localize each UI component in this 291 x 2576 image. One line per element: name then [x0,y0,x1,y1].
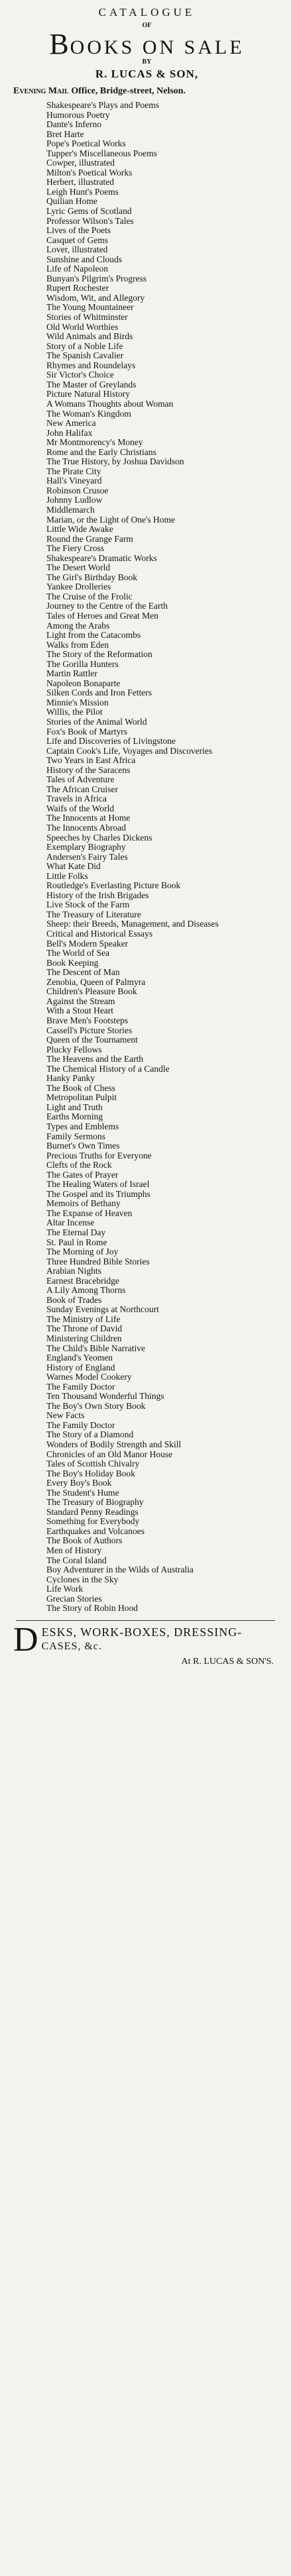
book-title-item: Earthquakes and Volcanoes [46,1525,145,1536]
book-title-item: Lives of the Poets [46,225,111,236]
book-title-item: Herbert, illustrated [46,177,114,187]
book-title-item: Ten Thousand Wonderful Things [46,1391,164,1402]
desks-line-1: ESKS, WORK-BOXES, DRESSING- [41,1625,243,1639]
book-title-item: Precious Truths for Everyone [46,1150,152,1160]
address-rest: Office, Bridge-street, Nelson. [68,86,186,96]
book-title-item: The Student's Hume [46,1487,119,1498]
book-title-item: The Innocents at Home [46,813,131,823]
book-title-item: History of the Saracens [46,764,131,775]
book-title-item: Journey to the Centre of the Earth [46,601,168,611]
book-title-item: Life of Napoleon [46,264,108,274]
book-title-item: The Book of Chess [46,1082,115,1093]
of-label: OF [142,22,152,29]
book-title-item: Martin Rattler [46,668,97,679]
book-title-item: New Facts [46,1410,85,1421]
book-title-item: The Child's Bible Narrative [46,1343,146,1353]
book-title-item: Rhymes and Roundelays [46,360,136,370]
book-title-item: Life Work [46,1584,84,1594]
book-title-item: Sunday Evenings at Northcourt [46,1304,159,1315]
book-title-item: Something for Everybody [46,1516,140,1527]
book-title-item: Arabian Nights [46,1266,101,1276]
book-title-item: Exemplary Biography [46,842,126,852]
book-title-item: A Lily Among Thorns [46,1285,126,1296]
book-title-item: Shakespeare's Dramatic Works [46,552,157,563]
book-title-item: Queen of the Tournament [46,1035,138,1045]
book-title-item: Wisdom, Wit, and Allegory [46,292,145,303]
book-title-item: Robinson Crusoe [46,485,109,495]
book-title-item: England's Yeomen [46,1353,113,1363]
book-title-item: Bret Harte [46,129,84,139]
book-title-item: The Family Doctor [46,1381,115,1392]
book-title-item: Stories of the Animal World [46,717,147,727]
book-title-item: Fox's Book of Martyrs [46,726,128,737]
book-title-item: The World of Sea [46,948,110,958]
book-title-item: The Throne of David [46,1323,123,1334]
book-title-item: Sunshine and Clouds [46,254,123,264]
book-title-item: Family Sermons [46,1131,105,1141]
book-title-item: Children's Pleasure Book [46,986,137,997]
book-title-item: Plucky Fellows [46,1044,102,1055]
book-title-item: Bunyan's Pilgrim's Progress [46,273,147,283]
book-title-item: The Story of the Reformation [46,649,152,660]
book-title-item: A Womans Thoughts about Woman [46,398,174,409]
book-title-item: Live Stock of the Farm [46,900,130,910]
book-title-item: Leigh Hunt's Poems [46,186,119,197]
book-title-item: The Book of Authors [46,1535,123,1546]
book-title-item: The Master of Greylands [46,379,137,389]
book-title-item: Sir Victor's Choice [46,370,114,380]
book-title-item: The Family Doctor [46,1419,115,1430]
book-title-item: Milton's Poetical Works [46,167,133,178]
book-title-item: Quilian Home [46,196,97,207]
book-title-item: Speeches by Charles Dickens [46,832,152,843]
book-title-item: Brave Men's Footsteps [46,1015,129,1025]
book-title-item: The Pirate City [46,466,101,476]
book-title-item: Mr Montmorency's Money [46,437,143,448]
books-on-sale-title [12,30,282,58]
title-initial: B [49,28,70,60]
book-title-item: St. Paul in Rome [46,1237,107,1247]
book-title-item: Lover, illustrated [46,244,108,255]
book-title-item: Routledge's Everlasting Picture Book [46,880,181,891]
title-rest: OOKS ON SALE [70,36,245,58]
book-title-item: The Ministry of Life [46,1314,121,1324]
book-title-item: Story of a Noble Life [46,340,123,351]
book-title-item: The Innocents Abroad [46,823,126,833]
book-title-item: Professor Wilson's Tales [46,215,134,226]
book-title-item: The Boy's Holiday Book [46,1468,136,1478]
book-title-item: The Eternal Day [46,1227,106,1237]
book-title-item: Cowper, illustrated [46,158,115,168]
book-title-item: Wonders of Bodily Strength and Skill [46,1439,182,1450]
book-title-item: Marian, or the Light of One's Home [46,514,176,525]
book-title-item: Burnet's Own Times [46,1141,120,1151]
book-title-item: The Story of Robin Hood [46,1603,138,1614]
book-title-item: Every Boy's Book [46,1478,112,1488]
book-title-item: Men of History [46,1545,102,1556]
book-title-item: The Treasury of Literature [46,909,141,919]
book-title-item: Cassell's Picture Stories [46,1025,133,1035]
book-title-item: Standard Penny Readings [46,1506,139,1517]
book-title-item: Johnny Ludlow [46,495,103,505]
book-title-item: Two Years in East Africa [46,755,136,766]
desks-notice [12,1620,282,1659]
book-title-item: Three Hundred Bible Stories [46,1256,150,1266]
book-title-item: The Gospel and its Triumphs [46,1188,150,1199]
book-title-item: Zenobia, Queen of Palmyra [46,976,146,987]
book-title-item: Hall's Vineyard [46,476,102,486]
book-title-item: The Gorilla Hunters [46,658,119,669]
book-title-item: Earnest Bracebridge [46,1275,119,1286]
book-title-item: Sheep: their Breeds, Management, and Diseases [46,919,219,929]
book-title-item: Grecian Stories [46,1593,102,1604]
book-title-item: Cyclones in the Sky [46,1574,119,1584]
book-title-item: Chronicles of an Old Manor House [46,1449,173,1459]
book-title-item: Warnes Model Cookery [46,1372,132,1382]
book-title-item: Dante's Inferno [46,119,102,130]
book-title-item: The Treasury of Biography [46,1497,144,1508]
book-title-item: Andersen's Fairy Tales [46,851,128,862]
book-title-item: Little Folks [46,870,88,881]
book-title-item: Lyric Gems of Scotland [46,206,132,217]
book-title-item: The Healing Waters of Israel [46,1179,150,1190]
book-title-item: The Fiery Cross [46,543,104,554]
book-title-item: With a Stout Heart [46,1005,114,1016]
book-title-item: The Desert World [46,562,111,573]
book-title-item: Shakespeare's Plays and Poems [46,100,160,110]
book-title-item: Book of Trades [46,1294,102,1305]
book-title-item: Light and Truth [46,1102,103,1112]
book-title-item: Book Keeping [46,957,99,968]
book-title-item: The Spanish Cavalier [46,350,124,361]
book-title-item: Waifs of the World [46,803,115,813]
book-title-item: The Young Mountaineer [46,302,134,313]
book-title-item: Casquet of Gems [46,234,108,245]
book-title-item: Altar Incense [46,1217,95,1228]
book-title-item: Ministering Children [46,1333,122,1343]
book-title-item: Tales of Heroes and Great Men [46,610,158,621]
book-title-item: Rome and the Early Christians [46,446,156,457]
book-title-item: Earths Morning [46,1111,103,1122]
book-title-item: History of the Irish Brigades [46,890,149,900]
book-title-item: Types and Emblems [46,1121,119,1131]
book-title-item: Bell's Modern Speaker [46,938,129,949]
book-title-item: Tales of Scottish Chivalry [46,1459,140,1469]
book-title-item: Pope's Poetical Works [46,138,126,149]
book-title-item: Minnie's Mission [46,697,109,707]
book-title-item: Tupper's Miscellaneous Poems [46,148,157,158]
book-title-item: The African Cruiser [46,784,118,794]
book-title-item: The Chemical History of a Candle [46,1063,170,1074]
book-title-item: The Morning of Joy [46,1247,119,1257]
book-title-item: Travels in Africa [46,794,107,804]
book-title-item: Little Wide Awake [46,524,113,535]
book-title-item: Middlemarch [46,504,95,515]
book-title-item: Metropolitan Pulpit [46,1092,117,1103]
book-title-item: The Boy's Own Story Book [46,1400,146,1411]
book-title-item: Tales of Adventure [46,774,115,785]
book-title-item: Light from the Catacombs [46,630,141,641]
firm-name: R. LUCAS & SON, [95,68,199,80]
book-title-item: The Coral Island [46,1555,107,1565]
firm-address [12,82,282,101]
book-title-item: Yankee Drolleries [46,582,111,592]
book-title-item: History of England [46,1362,115,1372]
desks-initial: D [13,1620,39,1659]
book-title-item: Wild Animals and Birds [46,331,133,342]
book-title-item: Clefts of the Rock [46,1160,112,1170]
address-prefix: Evening Mail [13,86,69,96]
book-title-item: The Girl's Birthday Book [46,572,138,582]
book-title-item: Walks from Eden [46,639,109,650]
book-title-item: The Woman's Kingdom [46,408,131,419]
book-title-item: Round the Grange Farm [46,533,133,544]
book-title-item: Humorous Poetry [46,109,110,120]
divider-rule [16,1620,275,1621]
at-firm-line: At R. LUCAS & SON'S. [181,1656,274,1667]
book-title-item: Silken Cords and Iron Fetters [46,688,152,698]
book-title-item: The Cruise of the Frolic [46,591,133,601]
book-title-item: What Kate Did [46,861,101,872]
book-title-item: Life and Discoveries of Livingstone [46,736,176,747]
desks-line-2: CASES, &c. [41,1640,102,1652]
catalogue-heading: CATALOGUE [98,6,196,19]
book-title-item: John Halifax [46,427,93,438]
book-title-list [12,101,282,1614]
book-title-item: Old World Worthies [46,321,119,332]
book-title-item: New America [46,418,96,429]
book-title-item: Willis, the Pilot [46,707,103,717]
book-title-item: Hanky Panky [46,1073,95,1084]
book-title-item: Boy Adventurer in the Wilds of Australia [46,1565,194,1575]
book-title-item: Picture Natural History [46,389,130,399]
book-title-item: The Heavens and the Earth [46,1054,144,1064]
book-title-item: Critical and Historical Essays [46,929,153,939]
book-title-item: The Expanse of Heaven [46,1208,133,1218]
book-title-item: The Descent of Man [46,967,120,978]
book-title-item: Napoleon Bonaparte [46,678,121,688]
by-label: BY [142,58,152,66]
book-title-item: Against the Stream [46,996,115,1006]
book-title-item: The Story of a Diamond [46,1429,134,1440]
book-title-item: Memoirs of Bethany [46,1198,121,1209]
book-title-item: The True History, by Joshua Davidson [46,456,184,467]
book-title-item: Captain Cook's Life, Voyages and Discoveries [46,745,213,756]
book-title-item: The Gates of Prayer [46,1169,119,1180]
book-title-item: Rupert Rochester [46,283,109,293]
book-title-item: Among the Arabs [46,620,110,631]
book-title-item: Stories of Whitminster [46,312,128,323]
